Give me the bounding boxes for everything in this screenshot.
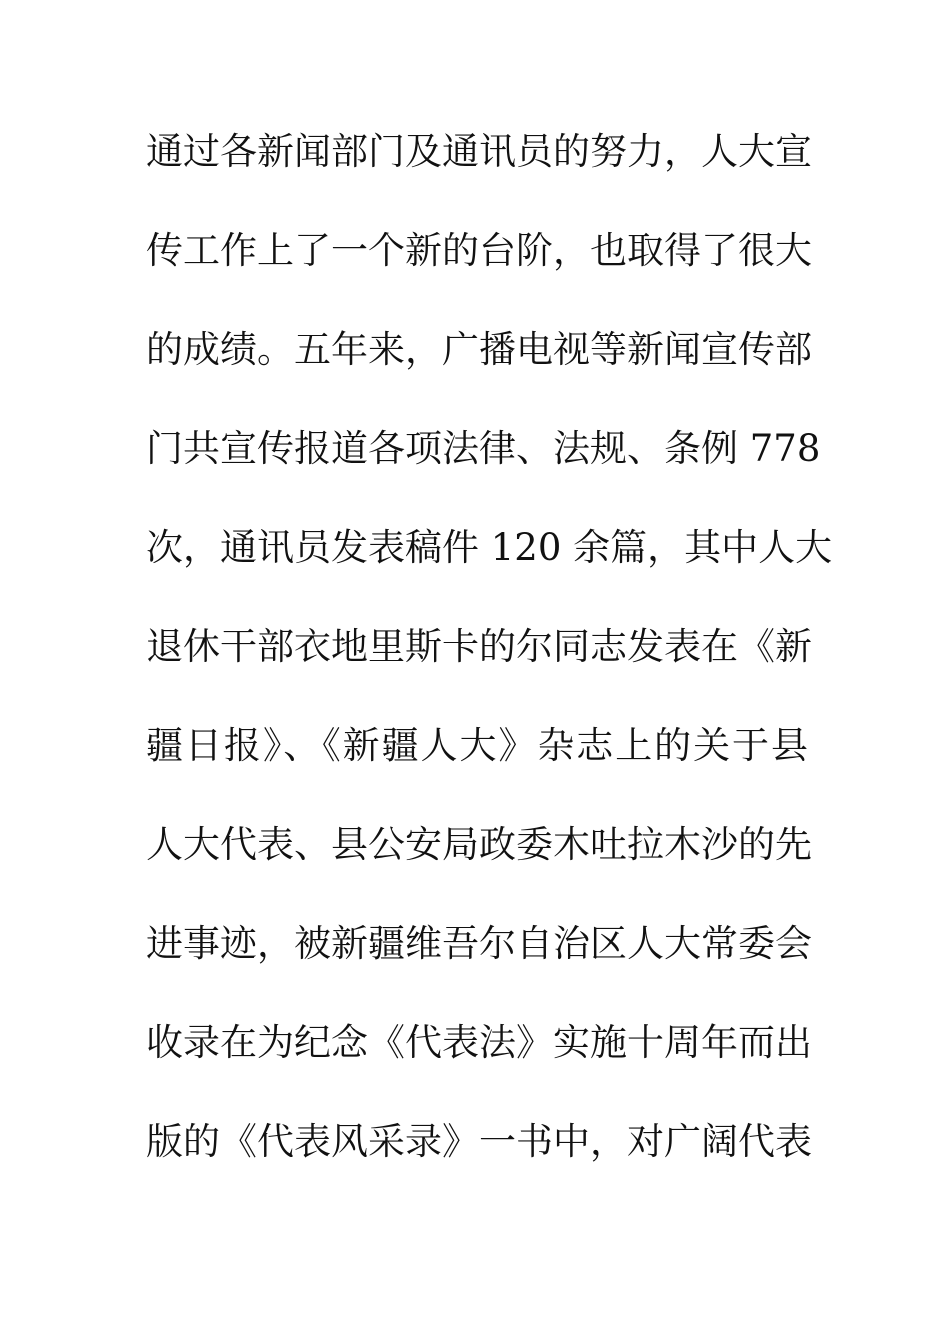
text-line-3: 的成绩。五年来，广播电视等新闻宣传部	[146, 328, 812, 371]
text-line-8: 人大代表、县公安局政委木吐拉木沙的先	[146, 823, 812, 866]
text-line-7: 疆日报》、《新疆人大》杂志上的关于县	[146, 724, 808, 767]
text-line-6: 退休干部衣地里斯卡的尔同志发表在《新	[146, 625, 812, 668]
body-text	[146, 120, 833, 1209]
text-line-2: 传工作上了一个新的台阶，也取得了很大	[146, 229, 812, 272]
text-line-1: 通过各新闻部门及通讯员的努力，人大宣	[146, 130, 812, 173]
text-line-5: 次，通讯员发表稿件 120 余篇，其中人大	[146, 526, 833, 569]
text-line-9: 进事迹，被新疆维吾尔自治区人大常委会	[146, 922, 812, 965]
text-line-10: 收录在为纪念《代表法》实施十周年而出	[146, 1021, 812, 1064]
text-line-4: 门共宣传报道各项法律、法规、条例 778	[146, 427, 821, 470]
text-line-11: 版的《代表风采录》一书中，对广阔代表	[146, 1120, 812, 1163]
